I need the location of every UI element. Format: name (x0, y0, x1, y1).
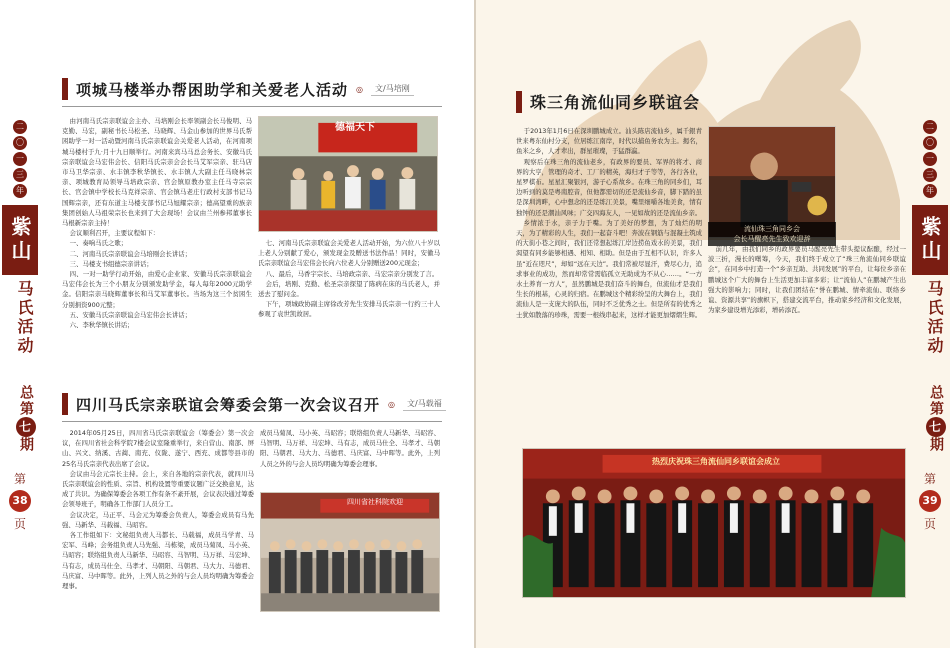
magazine-name: 紫山 (2, 205, 38, 275)
section-name: 马氏活动 (15, 280, 34, 356)
year-dot: 一 (13, 152, 27, 166)
article1-column-right (258, 238, 440, 378)
left-sidebar (0, 0, 40, 648)
year-dots (916, 120, 944, 198)
page-number-left (6, 470, 34, 532)
article1-paragraph: 四、一对一助学行动开始，由爱心企业家、安徽马氏宗亲联谊会马宏伟会长为三个小朋友分别颁发助学金，每人每年2000元助学金。信阳宗亲马晓辉董事长和马艾军董事长。当场为这三个贫困生分别捐资900元整； (62, 270, 252, 309)
article2-title: 四川马氏宗亲联谊会筹委会第一次会议召开 (76, 395, 381, 414)
speaker-caption-line: 会长马醒亮先生致欢迎辞 (733, 235, 811, 243)
article3-paragraph: 前几年，由我们同乡的政界要员马醒亮先生带头提议酝酿，经过一波三折，漫长的曙筹，今天，我们终于成立了“珠三角流仙同乡联谊会”，在同乡中打造一个“乡亲互助、共同发展”的平台，让每位乡亲在鹏城这个广大的舞台上生活更加丰富多彩；让“流仙人”在鹏城产生出强大的影响力；同时，让我们团结在“誉在鹏城、情牵流仙、联络乡谊、资源共享”的旗帜下，搭建交流平台，推动家乡经济和文化发展，为家乡建设增光添彩，增砖添瓦。 (708, 245, 906, 315)
article1-photo-banner: 德福天下 (335, 122, 375, 133)
year-dots (6, 120, 34, 198)
group-photo (261, 493, 439, 611)
article2-paragraph: 2014年05月25日，四川省马氏宗亲联谊会（筹委会）第一次会议，在四川省社会科学院7楼会议室隆重举行，来自营山、南部、屏山、兴文、纳溪、古蔺、南充、仪陇、遂宁、西充、成都等县市的25名马氏宗亲代表出席了会议。 (62, 429, 254, 468)
group-photo (523, 449, 905, 597)
article3-title: 珠三角流仙同乡联谊会 (530, 93, 701, 112)
article3-column-right (708, 244, 906, 444)
year-dot: 三 (13, 168, 27, 182)
article2-byline: 文/马载福 (403, 398, 446, 411)
article1-paragraph: 八、最后，马香宇宗长、马培政宗亲、马宏宗亲分别发了言。 (265, 269, 439, 278)
speaker-caption-line: 流仙珠三角同乡会 (744, 225, 800, 233)
article2-column-left (62, 428, 254, 633)
article2-continuation: 成员马菊凤、马小英、马昭容；联络组负责人马新华、马昭容、马智明、马万祥、马宏坤、马有志，成员马仕全、马孝才、马朝阳、马朝君、马大力、马德君、马庆富、马中晖等。此外，上列人员之外的与会人员均明确为筹委会理事。 (260, 429, 440, 468)
article1-paragraph: 三、马楼支书组德宗亲讲话； (69, 259, 153, 268)
year-dot: 二 (13, 120, 27, 134)
page-badge: 38 (9, 490, 31, 512)
headline-bar (62, 393, 68, 415)
article2-paragraph: 会议决定，马正平、马会元为筹委会负责人，筹委会成员有马先强、马新华、马载福、马昭容。 (62, 510, 254, 529)
page-prefix: 第 (923, 472, 936, 486)
year-dot: 一 (923, 152, 937, 166)
article1-paragraph: 七、河南马氏宗亲联谊会关爱老人活动开始，为六位八十岁以上老人分别献了爱心，颁发现金及赠送书法作品！同时，安徽马氏宗亲联谊会马宏伟会长向六位老人分别赠送200元现金； (258, 239, 440, 268)
article3-headline (516, 90, 700, 113)
speaker-caption (708, 222, 836, 246)
right-page (476, 0, 950, 648)
page-badge: 39 (919, 490, 941, 512)
issue-number: 七 (16, 417, 36, 437)
headline-bar (62, 78, 68, 100)
article1-paragraph: 五、安徽马氏宗亲联谊会马宏伟会长讲话； (69, 310, 192, 319)
year-dot: 三 (923, 168, 937, 182)
article1-paragraph: 会后，培刚、克勤、松圣宗亲探望了陈病在床的马氏老人，并送去了慰问金。 (258, 279, 440, 299)
year-dot: 〇 (923, 136, 937, 150)
magazine-name: 紫山 (912, 205, 948, 275)
article2-headline (62, 393, 446, 415)
page-suffix: 页 (923, 517, 936, 531)
article2-photo (260, 492, 440, 612)
pen-icon: ◎ (388, 399, 395, 409)
article1-paragraph: 由河南马氏宗亲联谊会主办、马培刚会长率领副会长马俊明、马克勤、马宏，副秘书长马松圣、马晓辉、马金山参加的世界马氏帮困助学一对一活动暨河南马氏宗亲联谊会关爱老人活动，在河南项城马楼村于九·月十九日顺举行。河南来宾马马总会务长、安徽马氏宗亲联谊会马宏伟会长、信阳马氏宗亲会会长马艾军宗亲、驻马店市马卫华宗亲、水丰镇李秋华镇长、水丰镇人大副主任马晓林宗亲、项城教育局领导马培政宗亲、官会镇原教办室主任马寺宗宗长、官会镇中学校长马克祥宗亲、官会镇马老庄行政村支部书记马国辉宗亲，还有东道主马楼支部书记马旭耀宗亲；德高望重的族亲集团创始人马祖荣宗长也来到了大会现场！会议由兰州参邦董事长马根新宗亲主持！ (62, 117, 252, 228)
section-name: 马氏活动 (925, 280, 944, 356)
page-number-right (916, 470, 944, 532)
year-dot: 〇 (13, 136, 27, 150)
issue-suffix: 期 (18, 437, 34, 453)
right-sidebar (910, 0, 950, 648)
article1-paragraph: 二、河南马氏宗亲联谊会马培刚会长讲话； (69, 249, 192, 258)
article1-paragraph: 会议顺利召开，主要议程如下： (69, 229, 160, 238)
article3-paragraph: 观察后在珠三角的流仙老乡，有政界的要员、军界的将才、商界的大亨，管理的奇才、工厂的精英，海归才子等等，各行各业，星罗棋布。星星汇聚银河，游子心系故乡。在珠三角的同乡们，耳边听到的莫是粤南腔音，但他都需切的还是流仙乡音，脚下踏的虽是深圳湾畔，心中想念的还是练江美景，嘴里细嚼各地美食，情有独钟的还是潮汕风味；广交四海友人，一见如故的还是流仙乡亲。 (516, 157, 702, 217)
issue-number: 七 (926, 417, 946, 437)
article1-paragraph: 一、奏响马氏之歌； (69, 239, 128, 248)
issue-label (4, 385, 36, 453)
issue-suffix: 期 (928, 437, 944, 453)
year-dot: 年 (923, 184, 937, 198)
issue-label (914, 385, 946, 453)
year-dot: 二 (923, 120, 937, 134)
article3-paragraph: 于2013年1月6日在深圳鹏城成立。汕头陈店流仙乡，属千銀青世来粤东仙村分支，位居练江南岸，时代以捕鱼务农为主。揭名，鱼米之乡，人才辈出，群星璀璨，于猛群瀛。 (516, 127, 702, 156)
headline-bar (516, 91, 522, 113)
article3-group-photo (522, 448, 906, 598)
article1-column-left (62, 116, 252, 378)
article1-byline: 文/马培刚 (371, 83, 414, 96)
article2-paragraph: 各工作组如下：文秘组负责人马都长、马载福，成员马学青、马宏军、马峰；会务组负责人马先强、马栋梁，成员马菊凤、马小英、马昭容；联络组负责人马新华、马昭容、马智明、马万祥、马宏坤、马有志，成员马仕全、马孝才、马朝阳、马朝君、马大力、马德君、马庆富、马中晖等。此外，上列人员之外的与会人员均明确为筹委会理事。 (62, 531, 254, 591)
article2-photo-banner: 四川省社科院欢迎 (347, 498, 403, 506)
article2-column-right (260, 428, 440, 490)
article1-title: 项城马楼举办帮困助学和关爱老人活动 (76, 80, 349, 99)
divider (62, 421, 442, 422)
issue-prefix: 总第 (18, 385, 34, 417)
article3-paragraph: 乡情浓于水，亲子力于嘴。为了美好的梦想，为了灿烂的明天，为了精彩的人生，我们一起奋斗吧！奔波在钢筋与混凝土筑成的大街小巷之间时，我们还常想起练江岸边捞鱼戏水的美景，我们渴望有同乡能够相遇、相知、相助。但是由于互相不认识，许多人虽“近在咫尺”，却如“远在天边”。我们常被尽显汗，费尽心力，追求事业的成功，然而却常常需临孤立无助成为不从心……。“一方水土养育一方人”，虽然鹏城是我们奋斗的舞台，但流仙才是我们生长的根基，心灵的归宿。在鹏城这个精彩纷呈的大舞台上，我们流仙人是一支庞大的队伍，同时不乏优秀之士。但是所有的优秀之士犹如散落的珍珠，需要一根线串起来，这样才能更加熠熠生辉。 (516, 218, 702, 319)
page-prefix: 第 (13, 472, 26, 486)
article1-paragraph: 六、李秋华镇长讲话； (69, 321, 134, 330)
article3-photo-banner: 热烈庆祝珠三角流仙同乡联谊会成立 (652, 457, 780, 466)
divider (62, 106, 442, 107)
year-dot: 年 (13, 184, 27, 198)
article1-paragraph: 下午，项城政协副主席徐改芳先生安排马氏宗亲一行约三十人参观了袁世凯故居。 (258, 300, 440, 319)
pen-icon: ◎ (356, 84, 363, 94)
speaker-photo (709, 127, 835, 237)
left-page (0, 0, 474, 648)
article1-headline (62, 78, 414, 100)
page-suffix: 页 (13, 517, 26, 531)
article2-paragraph: 会议由马会元宗长主持。会上，来自各地的宗亲代表，就四川马氏宗亲联谊会的性质、宗旨、机构设置等重要议题广泛交换意见，达成了共识。为确保筹委会各项工作有条不紊开展，会议表决通过筹委会领导班子，明确各工作部门人员分工。 (62, 469, 254, 509)
issue-prefix: 总第 (928, 385, 944, 417)
article3-column-left (516, 126, 702, 446)
